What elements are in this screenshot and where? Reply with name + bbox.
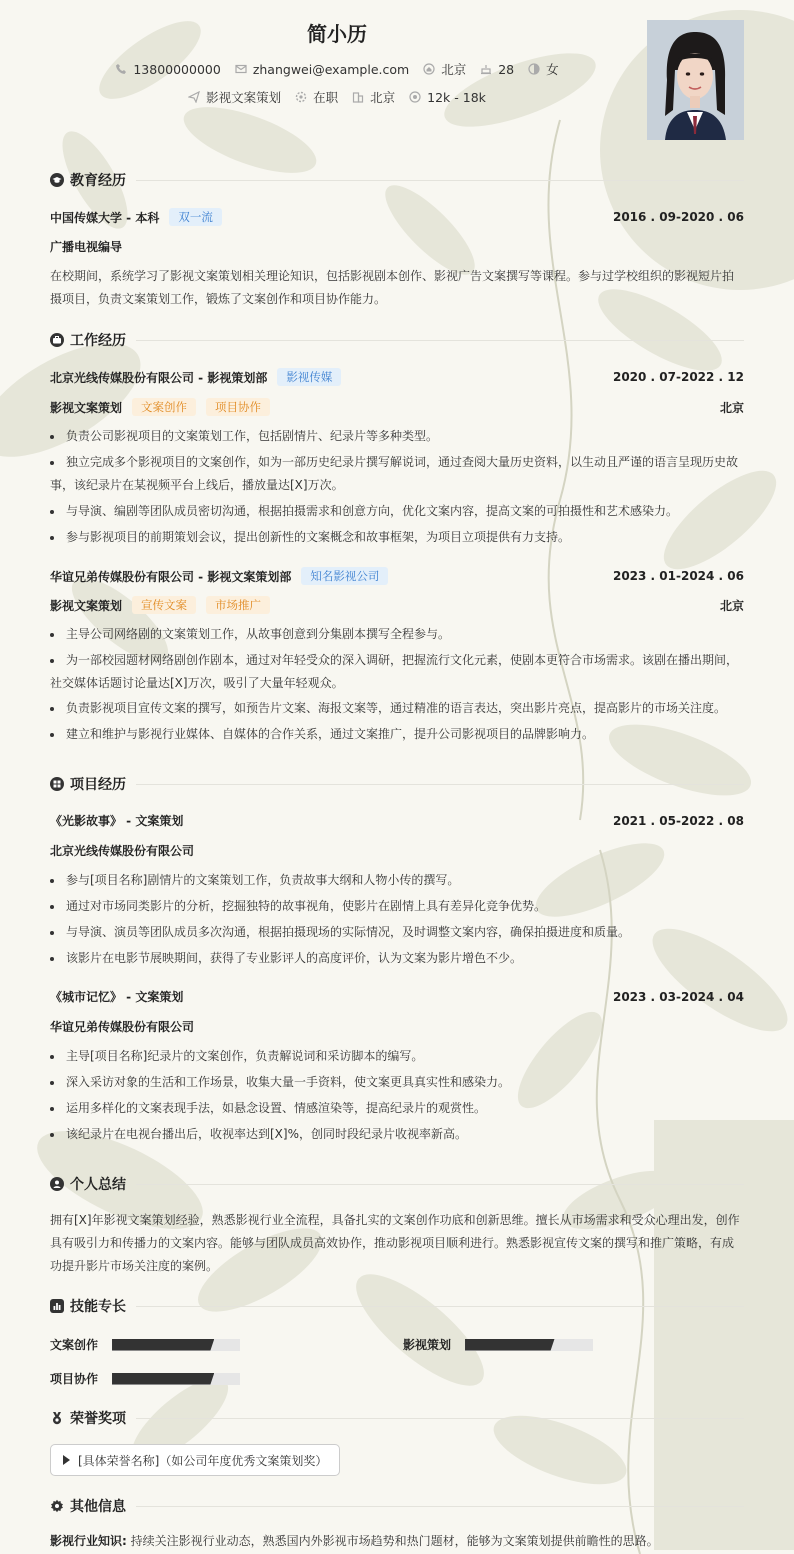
contact-row bbox=[0, 60, 674, 78]
work-city: 北京 bbox=[719, 400, 744, 415]
skill-name: 影视策划 bbox=[403, 1338, 452, 1352]
work-company: 北京光线传媒股份有限公司 - 影视策划部 bbox=[50, 370, 268, 385]
project-bullet bbox=[50, 1071, 744, 1094]
grid-icon bbox=[50, 777, 64, 791]
applicant-name: 简小历 bbox=[307, 22, 367, 46]
bullet-text: 深入采访对象的生活和工作场景，收集大量一手资料，使文案更具真实性和感染力。 bbox=[66, 1075, 511, 1089]
position-text: 影视文案策划 bbox=[206, 90, 282, 105]
work-bullet bbox=[50, 623, 744, 646]
briefcase-icon bbox=[50, 333, 64, 347]
bullet-text: 通过对市场同类影片的分析，挖掘独特的故事视角，使影片在剧情上具有差异化竞争优势。 bbox=[66, 899, 547, 913]
phone-item bbox=[115, 62, 220, 77]
section-skills bbox=[50, 1296, 744, 1316]
other-label: 影视行业知识: bbox=[50, 1534, 127, 1548]
section-project bbox=[50, 774, 744, 794]
skill-bar bbox=[112, 1339, 240, 1351]
bullet-text: 该纪录片在电视台播出后，收视率达到[X]%，创同时段纪录片收视率新高。 bbox=[66, 1127, 467, 1141]
work-city: 北京 bbox=[719, 598, 744, 613]
project-bullet bbox=[50, 921, 744, 944]
gear-icon bbox=[50, 1499, 64, 1513]
email-text: zhangwei@example.com bbox=[252, 61, 410, 77]
project-title: 《光影故事》 - 文案策划 bbox=[50, 814, 184, 828]
status-text: 在职 bbox=[313, 90, 339, 105]
section-honors bbox=[50, 1408, 744, 1428]
section-education bbox=[50, 170, 744, 190]
skill-name: 项目协作 bbox=[50, 1372, 99, 1386]
work-date: 2020 . 07-2022 . 12 bbox=[612, 370, 744, 384]
city-text: 北京 bbox=[370, 90, 396, 105]
send-icon bbox=[188, 91, 200, 103]
skill-bar-fill bbox=[465, 1339, 555, 1351]
section-title: 其他信息 bbox=[70, 1499, 126, 1515]
section-divider bbox=[136, 1184, 744, 1185]
phone-icon bbox=[115, 63, 127, 75]
education-description: 在校期间，系统学习了影视文案策划相关理论知识，包括影视剧本创作、影视广告文案撰写等课程。参与过学校组织的影视短片拍摄项目，负责文案策划工作，锻炼了文案创作和项目协作能力。 bbox=[50, 269, 735, 306]
phone-text: 13800000000 bbox=[133, 61, 221, 77]
city-item bbox=[352, 88, 395, 106]
bullet-text: 该影片在电影节展映期间，获得了专业影评人的高度评价，认为文案为影片增色不少。 bbox=[66, 951, 523, 965]
caret-right-icon bbox=[63, 1455, 70, 1465]
project-company-row-1 bbox=[50, 842, 744, 859]
project-header-1 bbox=[50, 812, 744, 829]
bar-chart-icon bbox=[50, 1299, 64, 1313]
skill-item bbox=[50, 1336, 240, 1353]
position-item bbox=[188, 88, 281, 106]
work-company-tag: 知名影视公司 bbox=[301, 567, 388, 585]
age-icon bbox=[480, 63, 492, 75]
section-divider bbox=[136, 1506, 744, 1507]
user-icon bbox=[50, 1177, 64, 1191]
work-skill-tag: 宣传文案 bbox=[132, 596, 196, 614]
gender-item bbox=[528, 60, 559, 78]
education-date: 2016 . 09-2020 . 06 bbox=[612, 210, 744, 224]
honor-item-toggle[interactable] bbox=[50, 1444, 340, 1476]
bullet-text: 与导演、演员等团队成员多次沟通，根据拍摄现场的实际情况，及时调整文案内容，确保拍摄进度和质量。 bbox=[66, 925, 631, 939]
section-title: 教育经历 bbox=[70, 173, 126, 189]
summary-text: 拥有[X]年影视文案策划经验，熟悉影视行业全流程，具备扎实的文案创作功底和创新思维。擅长从市场需求和受众心理出发，创作具有吸引力和传播力的文案内容。能够与团队成员高效协作，推动影视项目顺利进行。熟悉影视宣传文案的撰写和推广策略，有成功提升影片市场关注度的案例。 bbox=[50, 1213, 740, 1273]
bullet-text: 独立完成多个影视项目的文案创作，如为一部历史纪录片撰写解说词，通过查阅大量历史资料，以生动且严谨的语言呈现历史故事，该纪录片在某视频平台上线后，播放量达[X]万次。 bbox=[50, 455, 739, 492]
other-info bbox=[50, 1532, 744, 1549]
mail-icon bbox=[235, 63, 247, 75]
bullet-text: 负责公司影视项目的文案策划工作，包括剧情片、纪录片等多种类型。 bbox=[66, 429, 439, 443]
graduation-cap-icon bbox=[50, 173, 64, 187]
bullet-text: 运用多样化的文案表现手法，如悬念设置、情感渲染等，提高纪录片的观赏性。 bbox=[66, 1101, 487, 1115]
project-bullet bbox=[50, 1097, 744, 1120]
skill-name: 文案创作 bbox=[50, 1338, 99, 1352]
skill-item bbox=[403, 1336, 593, 1353]
work-company-tag: 影视传媒 bbox=[277, 368, 341, 386]
location-item bbox=[423, 60, 466, 78]
education-major-row bbox=[50, 238, 744, 255]
section-summary bbox=[50, 1174, 744, 1194]
bullet-text: 与导演、编剧等团队成员密切沟通，根据拍摄需求和创意方向，优化文案内容，提高文案的可拍摄性和艺术感染力。 bbox=[66, 504, 679, 518]
bullet-text: 主导公司网络剧的文案策划工作，从故事创意到分集剧本撰写全程参与。 bbox=[66, 627, 451, 641]
section-other bbox=[50, 1496, 744, 1516]
work-bullet bbox=[50, 649, 744, 695]
skill-item bbox=[50, 1370, 240, 1387]
skill-bar bbox=[465, 1339, 593, 1351]
bullet-text: 参与影视项目的前期策划会议，提出创新性的文案概念和故事框架，为项目立项提供有力支持。 bbox=[66, 530, 571, 544]
home-icon bbox=[423, 63, 435, 75]
work-company: 华谊兄弟传媒股份有限公司 - 影视文案策划部 bbox=[50, 569, 292, 584]
work-bullet bbox=[50, 697, 744, 720]
other-text: 持续关注影视行业动态，熟悉国内外影视市场趋势和热门题材，能够为文案策划提供前瞻性的思路。 bbox=[130, 1534, 659, 1548]
work-skill-tag: 项目协作 bbox=[206, 398, 270, 416]
section-title: 个人总结 bbox=[70, 1177, 126, 1193]
section-title: 项目经历 bbox=[70, 777, 126, 793]
work-bullet bbox=[50, 425, 744, 448]
work-bullet bbox=[50, 723, 744, 746]
salary-icon bbox=[409, 91, 421, 103]
honor-text: [具体荣誉名称]（如公司年度优秀文案策划奖） bbox=[78, 1453, 328, 1468]
project-company: 北京光线传媒股份有限公司 bbox=[50, 844, 195, 858]
skill-bar-fill bbox=[112, 1373, 214, 1385]
school-name: 中国传媒大学 - 本科 bbox=[50, 210, 160, 225]
section-title: 工作经历 bbox=[70, 333, 126, 349]
job-intent-row bbox=[0, 88, 674, 106]
gender-text: 女 bbox=[546, 62, 559, 77]
work-role-row-1 bbox=[50, 398, 744, 416]
section-divider bbox=[136, 784, 744, 785]
salary-text: 12k - 18k bbox=[427, 89, 486, 105]
section-divider bbox=[136, 1306, 744, 1307]
project-bullet bbox=[50, 1123, 744, 1146]
project-company: 华谊兄弟传媒股份有限公司 bbox=[50, 1020, 195, 1034]
work-header-1 bbox=[50, 368, 744, 386]
work-bullet bbox=[50, 500, 744, 523]
age-text: 28 bbox=[498, 61, 515, 77]
education-header bbox=[50, 208, 744, 226]
section-divider bbox=[136, 180, 744, 181]
building-icon bbox=[352, 91, 364, 103]
work-role-row-2 bbox=[50, 596, 744, 614]
skill-bar bbox=[112, 1373, 240, 1385]
section-divider bbox=[136, 1418, 744, 1419]
school-tag: 双一流 bbox=[169, 208, 222, 226]
work-header-2 bbox=[50, 567, 744, 585]
profile-photo bbox=[647, 20, 744, 140]
section-work bbox=[50, 330, 744, 350]
section-title: 技能专长 bbox=[70, 1299, 126, 1315]
work-skill-tag: 文案创作 bbox=[132, 398, 196, 416]
skill-bar-fill bbox=[112, 1339, 214, 1351]
work-bullet bbox=[50, 451, 744, 497]
location-text: 北京 bbox=[441, 62, 467, 77]
bullet-text: 参与[项目名称]剧情片的文案策划工作，负责故事大纲和人物小传的撰写。 bbox=[66, 873, 460, 887]
work-date: 2023 . 01-2024 . 06 bbox=[612, 569, 744, 583]
work-role: 影视文案策划 bbox=[50, 598, 123, 613]
project-bullet bbox=[50, 1045, 744, 1068]
project-header-2 bbox=[50, 988, 744, 1005]
email-item bbox=[235, 62, 409, 77]
work-role: 影视文案策划 bbox=[50, 400, 123, 415]
work-bullet bbox=[50, 526, 744, 549]
status-icon bbox=[295, 91, 307, 103]
salary-item bbox=[409, 90, 486, 105]
project-bullet bbox=[50, 895, 744, 918]
education-major: 广播电视编导 bbox=[50, 240, 123, 254]
bullet-text: 负责影视项目宣传文案的撰写，如预告片文案、海报文案等，通过精准的语言表达，突出影片亮点，提高影片的市场关注度。 bbox=[66, 701, 727, 715]
status-item bbox=[295, 88, 338, 106]
project-bullet bbox=[50, 947, 744, 970]
medal-icon bbox=[50, 1411, 64, 1425]
age-item bbox=[480, 62, 514, 77]
bullet-text: 建立和维护与影视行业媒体、自媒体的合作关系，通过文案推广，提升公司影视项目的品牌影响力。 bbox=[66, 727, 595, 741]
project-company-row-2 bbox=[50, 1018, 744, 1035]
project-bullet bbox=[50, 869, 744, 892]
project-title: 《城市记忆》 - 文案策划 bbox=[50, 990, 184, 1004]
bullet-text: 为一部校园题材网络剧创作剧本，通过对年轻受众的深入调研，把握流行文化元素，使剧本更符合市场需求。该剧在播出期间，社交媒体话题讨论量达[X]万次，吸引了大量年轻观众。 bbox=[50, 653, 739, 690]
section-title: 荣誉奖项 bbox=[70, 1411, 126, 1427]
section-divider bbox=[136, 340, 744, 341]
work-skill-tag: 市场推广 bbox=[206, 596, 270, 614]
project-date: 2023 . 03-2024 . 04 bbox=[612, 989, 744, 1004]
project-date: 2021 . 05-2022 . 08 bbox=[612, 813, 744, 828]
gender-icon bbox=[528, 63, 540, 75]
bullet-text: 主导[项目名称]纪录片的文案创作，负责解说词和采访脚本的编写。 bbox=[66, 1049, 424, 1063]
